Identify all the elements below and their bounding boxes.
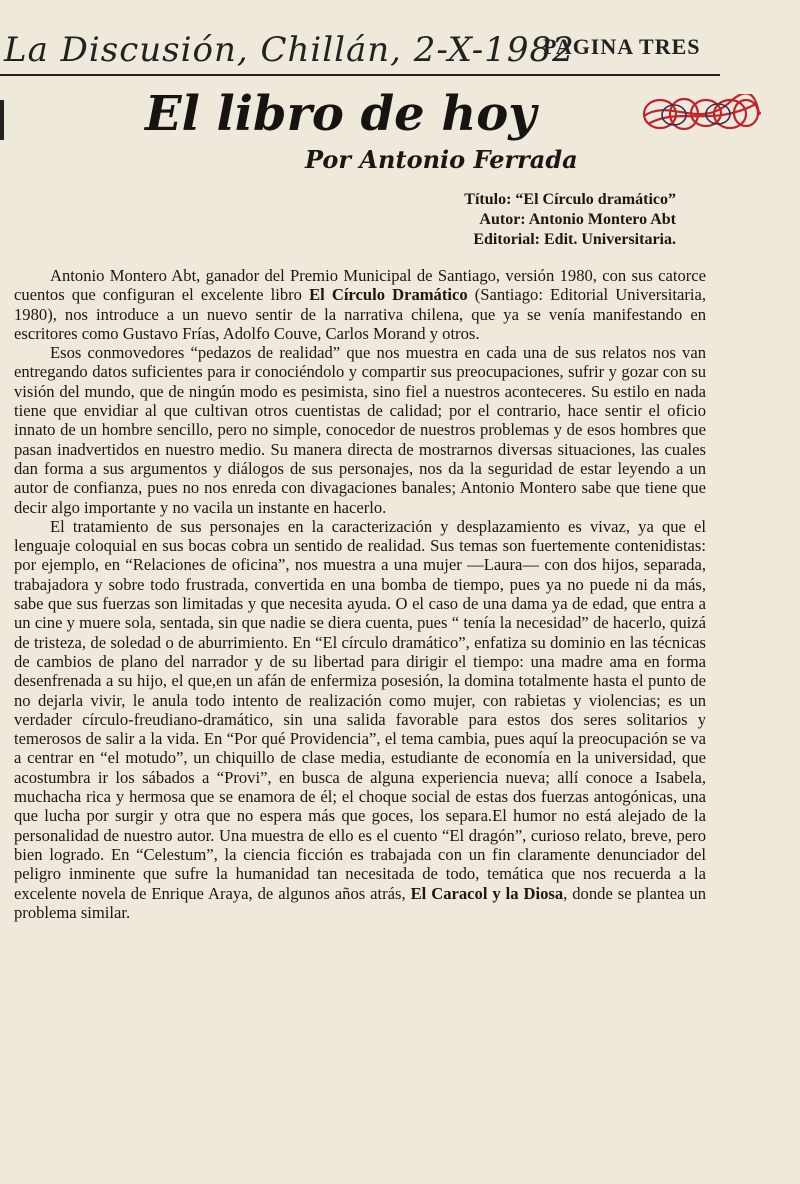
paragraph-3 <box>14 517 706 922</box>
book-title-bold: El Círculo Dramático <box>309 285 468 305</box>
header-rule <box>0 74 720 76</box>
article-title: El libro de hoy <box>145 86 537 142</box>
article-byline: Por Antonio Ferrada <box>305 145 578 174</box>
paragraph-1 <box>14 266 706 343</box>
paragraph-3-text-a: El tratamiento de sus personajes en la caracterización y desplazamiento es vivaz, ya que el lenguaje coloquial en sus bocas cobra un sentido de realidad. Sus temas son fuertemente contenidistas: por ejemplo, en “Relaciones de oficina”, nos muestra a una mujer —Laura— con dos hijos, separada, trabajadora y sobre todo frustrada, convertida en una bomba de tiempo, pues ya no puede ni da más, sabe que sus fuerzas son limitadas y que necesita ayuda. O el caso de una dama ya de edad, que entra a un cine y muere sola, sentada, sin que nadie se diera cuenta, pues “ tenía la necesidad” de hacerlo, quizá de tristeza, de soledad o de aburrimiento. En “El círculo dramático”, enfatiza su dominio en las técnicas de cambios de plano del narrador y de su libertad para dirigir el tiempo: una madre ama en forma desenfrenada a su hijo, el que,en un afán de enfermiza posesión, la domina totalmente hasta el punto de no dejarla vivir, le anula todo intento de realización como mujer, con rabietas y violencias; es un verdader círculo-freudiano-dramático, sin una salida favorable para estos dos seres solitarios y temerosos de salir a la vida. En “Por qué Providencia”, el tema cambia, pues aquí la preocupación se va a centrar en “el motudo”, un chiquillo de clase media, estudiante de economía en la universidad, que acostumbra ir los sábados a “Provi”, en busca de alguna experiencia nueva; allí conoce a Isabela, muchacha rica y hermosa que se enamora de él; el choque social de estas dos fuerzas antogónicas, una que lucha por surgir y otra que no espera más que goces, los separa.El humor no está alejado de la personalidad de nuestro autor. Una muestra de ello es el cuento “El dragón”, curioso relato, breve, pero bien logrado. En “Celestum”, la ciencia ficción es trabajada con un fin claramente denunciador del peligro inminente que sufre la humanidad tan necesitada de todo, temática que nos recuerda a la excelente novela de Enrique Araya, de algunos años atrás, <box>14 516 706 903</box>
book-publisher-line: Editorial: Edit. Universitaria. <box>473 231 676 248</box>
paragraph-3-text-c: , donde se plantea un problema similar. <box>14 883 706 922</box>
margin-mark <box>0 100 4 140</box>
book-author-line: Autor: Antonio Montero Abt <box>479 211 676 228</box>
article-body <box>14 266 706 922</box>
novel-title-bold: El Caracol y la Diosa <box>410 883 564 903</box>
paragraph-1-text-a: Antonio Montero Abt, ganador del Premio Municipal de Santiago, versión 1980, con sus catorce cuentos que configuran el excelente libro <box>14 266 706 305</box>
handwritten-source-note: La Discusión, Chillán, 2-X-1982 <box>4 30 575 70</box>
book-details <box>464 190 676 250</box>
paragraph-2: Esos conmovedores “pedazos de realidad” que nos muestra en cada una de sus relatos nos van entregando datos suficientes para ir conociéndolo y compartir sus preocupaciones, sufrir y gozar con su visión del mundo, que de ningún modo es pesimista, sino fiel a nuestros aconteceres. Su estilo en nada tiene que envidiar al que cultivan otros cuentistas de calidad; por el contrario, hace sentir el oficio innato de un hombre sencillo, pero no simple, conocedor de nuestros problemas y de esos hombres que pasan inadvertidos en nuestro medio. Su manera directa de mostrarnos diversas situaciones, las cuales dan forma a sus argumentos y diálogos de sus personajes, nos da la seguridad de estar leyendo a un autor de confianza, pues no nos enreda con divagaciones banales; Antonio Montero sabe que tiene que decir algo importante y no vacila un instante en hacerlo. <box>14 343 706 517</box>
paragraph-1-text-c: (Santiago: Editorial Universitaria, 1980), nos introduce a un nuevo sentir de la narrativa chilena, que ya se venía manifestando en escritores como Gustavo Frías, Adolfo Couve, Carlos Morand y otros. <box>14 285 706 343</box>
page-label: PAGINA TRES <box>543 34 701 59</box>
book-title-line: Título: “El Círculo dramático” <box>464 191 676 208</box>
red-ink-scribble <box>640 94 762 134</box>
